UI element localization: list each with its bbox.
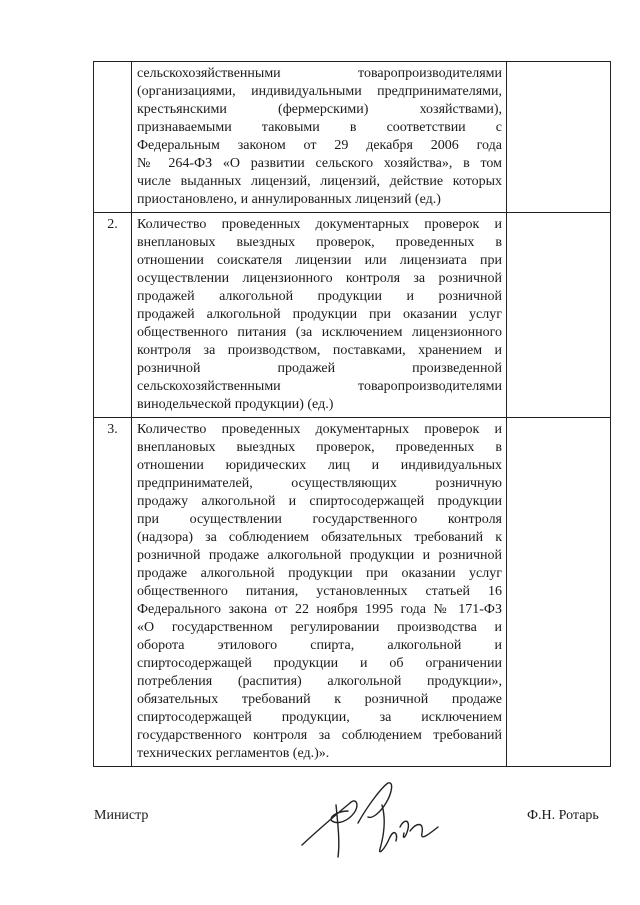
text-line: розничной продаже алкогольной продукции и розничной [137,548,502,563]
text-line: Федеральным законом от 29 декабря 2006 года [137,138,502,153]
text-line: признаваемыми таковыми в соответствии с [137,120,502,135]
text-line: сельскохозяйственными товаропроизводителями [137,66,502,81]
text-line: продажей алкогольной продукции при оказании услуг [137,307,502,322]
value-cell [507,62,611,213]
table-row [94,62,611,213]
indicator-text [132,213,507,418]
text-line: № 264-ФЗ «О развитии сельского хозяйства», в том [137,156,502,171]
text-line: продажей алкогольной продукции и розничной [137,289,502,304]
text-line: спиртосодержащей продукции, за исключением [137,710,502,725]
indicators-table [93,61,611,767]
text-line: винодельческой продукции) (ед.) [137,397,334,412]
text-line: Количество проведенных документарных проверок и [137,422,502,437]
indicator-text [132,62,507,213]
text-line: (организациями, индивидуальными предпринимателями, [137,84,502,99]
text-line: при осуществлении государственного контроля [137,512,502,527]
text-line: отношении соискателя лицензии или лицензиата при [137,253,502,268]
text-line: обязательных требований к розничной продаже [137,692,502,707]
text-line: государственного контроля за соблюдением требований [137,728,502,743]
text-line: внеплановых выездных проверок, проведенных в [137,440,502,455]
row-number: 3. [94,418,132,767]
text-line: предпринимателей, осуществляющих розничную [137,476,502,491]
text-line: потребления (распития) алкогольной продукции», [137,674,502,689]
text-line: розничной продажей произведенной [137,361,502,376]
signature [298,775,463,865]
text-line: контроля за производством, поставками, хранением и [137,343,502,358]
signatory-name: Ф.Н. Ротарь [527,808,599,823]
text-line: технических регламентов (ед.)». [137,746,330,761]
text-line: оборота этилового спирта, алкогольной и [137,638,502,653]
text-line: крестьянскими (фермерскими) хозяйствами), [137,102,502,117]
text-line: Федерального закона от 22 ноября 1995 года № 171-ФЗ [137,602,502,617]
row-number: 2. [94,213,132,418]
text-line: числе выданных лицензий, лицензий, действие которых [137,174,502,189]
value-cell [507,213,611,418]
text-line: приостановлено, и аннулированных лицензий (ед.) [137,192,441,207]
text-line: спиртосодержащей продукции и об ограничении [137,656,502,671]
table-row [94,213,611,418]
text-line: внеплановых выездных проверок, проведенных в [137,235,502,250]
text-line: продаже алкогольной продукции при оказании услуг [137,566,502,581]
indicator-text [132,418,507,767]
text-line: отношении юридических лиц и индивидуальных [137,458,502,473]
text-line: «О государственном регулировании производства и [137,620,502,635]
text-line: (надзора) за соблюдением обязательных требований к [137,530,502,545]
table-row [94,418,611,767]
signatory-position: Министр [94,808,149,823]
text-line: осуществлении лицензионного контроля за розничной [137,271,502,286]
text-line: продажу алкогольной и спиртосодержащей продукции [137,494,502,509]
text-line: Количество проведенных документарных проверок и [137,217,502,232]
text-line: сельскохозяйственными товаропроизводителями [137,379,502,394]
row-number [94,62,132,213]
text-line: общественного питания (за исключением лицензионного [137,325,502,340]
text-line: общественного питания, установленных статьей 16 [137,584,502,599]
value-cell [507,418,611,767]
